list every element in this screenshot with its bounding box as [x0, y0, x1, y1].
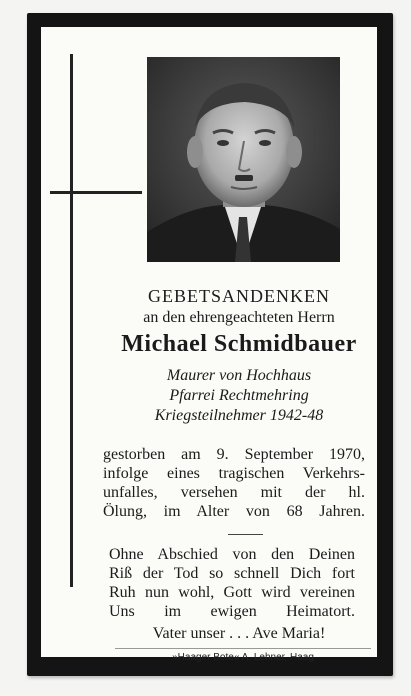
detail-occupation: Maurer von Hochhaus [166, 367, 312, 384]
deceased-name: Michael Schmidbauer [121, 331, 357, 357]
portrait-photo [147, 57, 340, 262]
closing-prayer: Vater unser . . . Ave Maria! [152, 625, 326, 642]
footer-rule [115, 648, 371, 649]
printer-credit: »Haager Bote« A. Lehner, Haag [172, 652, 314, 663]
verse-line: Ruh nun wohl, Gott wird vereinen [109, 584, 355, 601]
death-notice-line: infolge eines tragischen Verkehrs- [103, 465, 365, 482]
death-notice [103, 445, 365, 521]
verse-line: Uns im ewigen Heimatort. [109, 603, 355, 620]
death-notice-line: unfalles, versehen mit der hl. [103, 484, 365, 501]
verse-line: Riß der Tod so schnell Dich fort [109, 565, 355, 582]
detail-parish: Pfarrei Rechtmehring [169, 387, 309, 404]
card-heading: GEBETSANDENKEN [148, 286, 330, 306]
death-notice-line: gestorben am 9. September 1970, [103, 446, 365, 463]
memorial-card [27, 13, 393, 676]
cross-vertical-bar [70, 54, 73, 587]
detail-military: Kriegsteilnehmer 1942-48 [154, 407, 324, 424]
intro-line: an den ehrengeachteten Herrn [143, 309, 335, 326]
death-notice-line: Ölung, im Alter von 68 Jahren. [103, 503, 365, 520]
cross-horizontal-bar [50, 191, 142, 194]
card-paper [41, 27, 377, 663]
verse-line: Ohne Abschied von den Deinen [109, 546, 355, 563]
separator-line [228, 534, 263, 535]
memorial-verse [109, 545, 355, 621]
